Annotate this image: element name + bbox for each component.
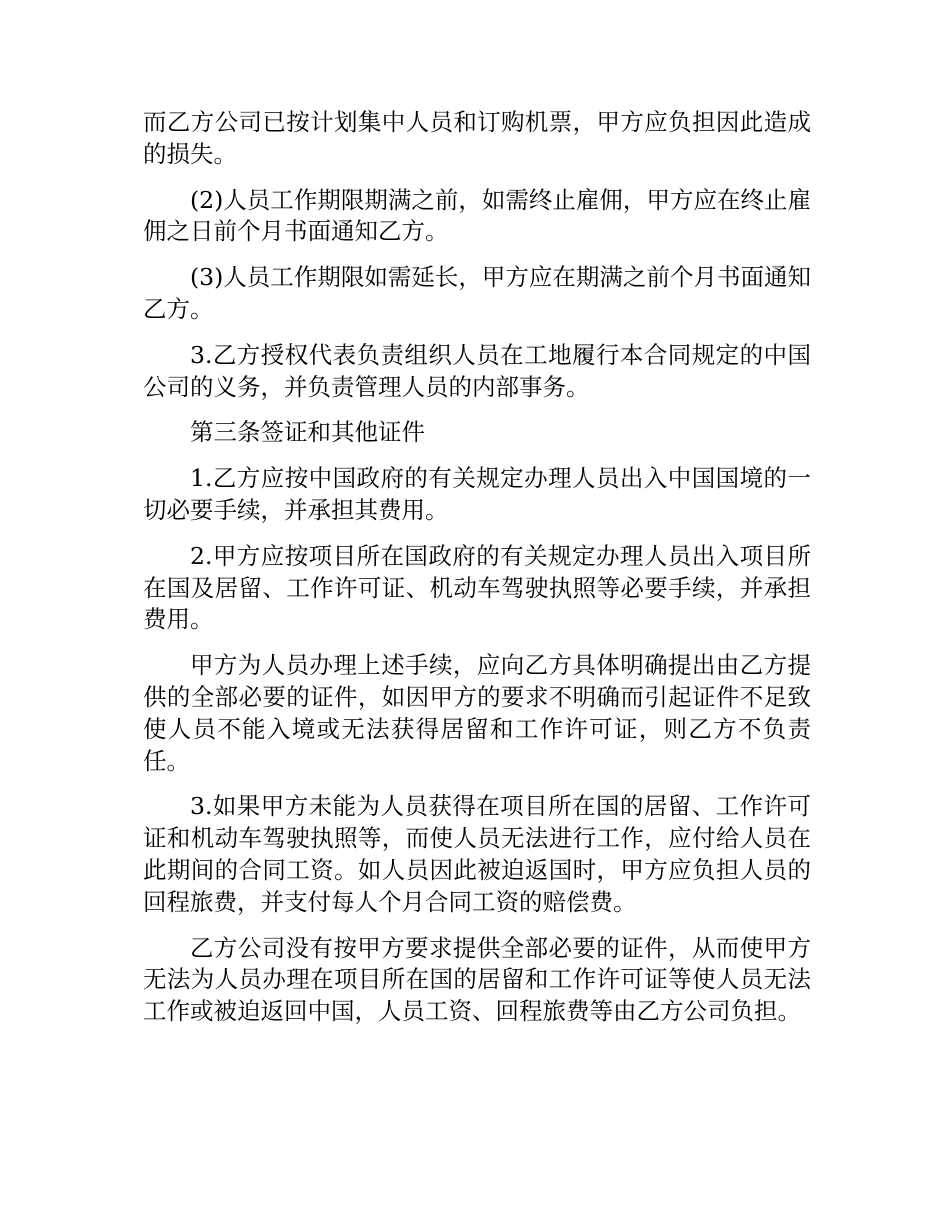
paragraph-continuation: 而乙方公司已按计划集中人员和订购机票，甲方应负担因此造成的损失。: [143, 108, 811, 168]
paragraph-item-2: 2.甲方应按项目所在国政府的有关规定办理人员出入项目所在国及居留、工作许可证、机动车驾驶执照等必要手续，并承担费用。: [143, 541, 811, 634]
document-page: [143, 107, 811, 1042]
paragraph-item-3-permits: 3.如果甲方未能为人员获得在项目所在国的居留、工作许可证和机动车驾驶执照等，而使人员无法进行工作，应付给人员在此期间的合同工资。如人员因此被迫返国时，甲方应负担人员的回程旅费，并支付每人个月合同工资的赔偿费。: [143, 792, 811, 916]
paragraph-party-b-liability: 乙方公司没有按甲方要求提供全部必要的证件，从而使甲方无法为人员办理在项目所在国的居留和工作许可证等使人员无法工作或被迫返回中国，人员工资、回程旅费等由乙方公司负担。: [143, 933, 811, 1026]
section-heading-article-3: 第三条签证和其他证件: [190, 418, 425, 447]
paragraph-document-requirements: 甲方为人员办理上述手续，应向乙方具体明确提出由乙方提供的全部必要的证件，如因甲方的要求不明确而引起证件不足致使人员不能入境或无法获得居留和工作许可证，则乙方不负责任。: [143, 651, 811, 775]
paragraph-clause-2-2: (2)人员工作期限期满之前，如需终止雇佣，甲方应在终止雇佣之日前个月书面通知乙方。: [143, 185, 811, 246]
paragraph-clause-2-3: (3)人员工作期限如需延长，甲方应在期满之前个月书面通知乙方。: [143, 263, 811, 323]
paragraph-item-1: 1.乙方应按中国政府的有关规定办理人员出入中国国境的一切必要手续，并承担其费用。: [143, 464, 811, 524]
paragraph-item-3: 3.乙方授权代表负责组织人员在工地履行本合同规定的中国公司的义务，并负责管理人员的内部事务。: [143, 340, 811, 401]
